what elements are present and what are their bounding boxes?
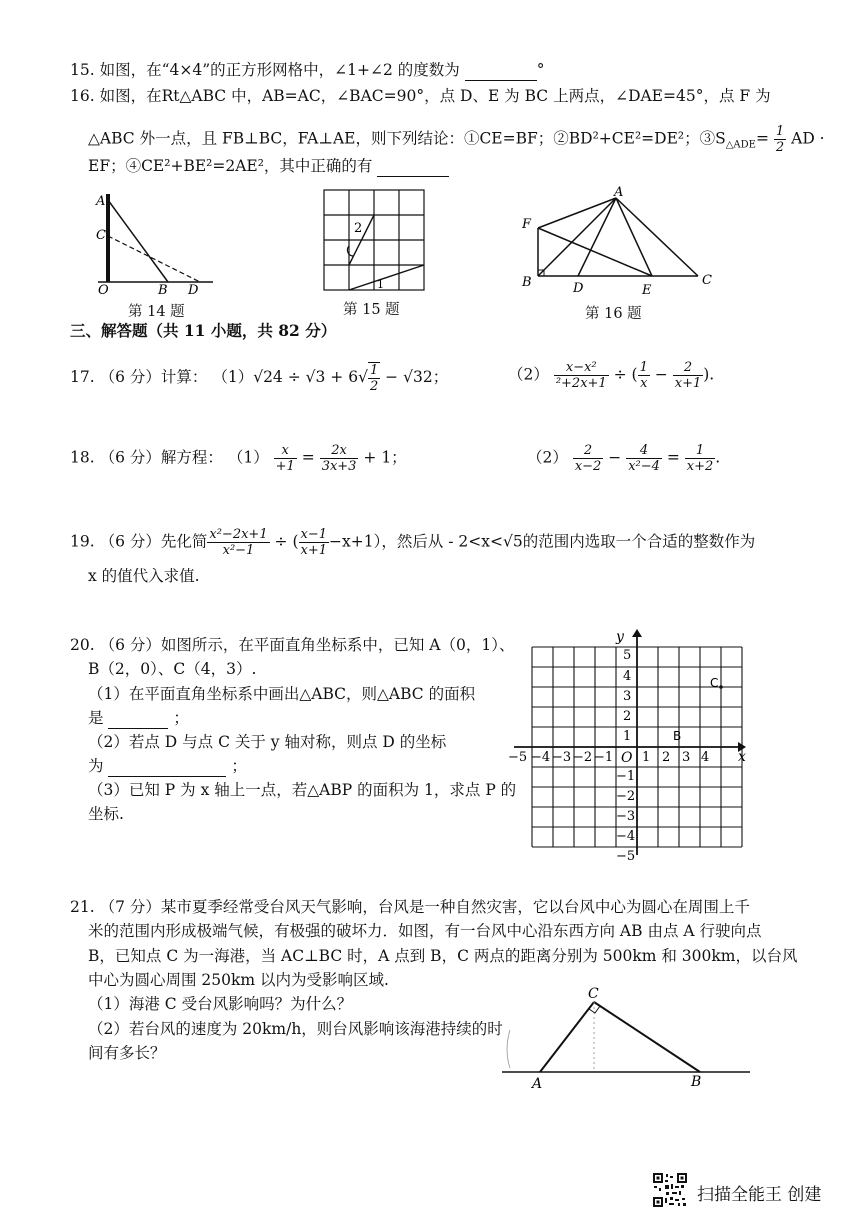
q21-line1	[70, 897, 750, 917]
q21-arc-trace	[507, 1030, 510, 1068]
q21-line3: B，已知点 C 为一海港，当 AC⊥BC 时，A 点到 B，C 两点的距离分别为 500km 和 300km，以台风	[88, 947, 798, 965]
q18-p1-frac1	[274, 443, 297, 474]
q17-p2-frac1-den: ²+2x+1	[555, 376, 607, 391]
q18-p1: （1）	[227, 448, 269, 467]
y-tick-neg2: −2	[616, 789, 636, 804]
q17-part2	[508, 360, 714, 391]
point-c-dot	[719, 685, 723, 689]
q17-p2-frac3-den: x+1	[674, 376, 702, 391]
q15-text: 如图，在“4×4”的正方形网格中，∠1+∠2 的度数为	[99, 61, 460, 79]
q16-line1	[70, 86, 771, 106]
q18-p2: （2）	[527, 448, 568, 467]
q19-line1	[70, 527, 755, 558]
q17-p2-minus: −	[654, 365, 668, 384]
q19-div: ÷ (	[274, 532, 299, 551]
x-axis-label: x	[738, 749, 746, 765]
q17-number: 17.	[70, 368, 95, 386]
q17-p1-frac-num: 1	[369, 363, 379, 378]
q18-part1	[70, 443, 407, 474]
q16-sub: △ADE	[725, 139, 756, 151]
fig14-label-d: D	[188, 283, 199, 298]
fig14-label-c: C	[96, 228, 106, 243]
q16-text-1: 如图，在Rt△ABC 中，AB=AC，∠BAC=90°，点 D、E 为 BC 上两点，∠DAE=45°，点 F 为	[99, 87, 771, 105]
q18-p2-frac3	[685, 443, 716, 474]
q20-line1	[70, 635, 514, 655]
fig14-caption: 第 14 题	[128, 304, 185, 320]
q17-p2-frac2	[638, 360, 650, 391]
q21-figure	[496, 980, 756, 1090]
q17-p1: （1）√24 ÷ √3 + 6	[212, 368, 359, 386]
q17-p1-sqrt-frac	[368, 362, 380, 394]
y-tick-neg1: −1	[616, 769, 636, 784]
q19-number: 19.	[70, 532, 95, 551]
point-c-label: C	[710, 676, 719, 690]
q16-text-2b: =	[755, 129, 769, 148]
x-tick-neg4: −4	[531, 750, 551, 765]
q19-tail: −x+1），然后从 - 2<x<√5的范围内选取一个合适的整数作为	[329, 532, 756, 551]
q18-p2-minus: −	[608, 448, 622, 467]
x-tick-neg5: −5	[508, 750, 528, 765]
fig16-label-e: E	[642, 283, 652, 298]
q19-frac2	[299, 527, 330, 558]
q18-p1-frac1-den: +1	[275, 459, 295, 474]
q16-line2	[88, 124, 825, 156]
q18-p2-frac3-num: 1	[685, 443, 716, 459]
q21-line7: 间有多长？	[88, 1044, 166, 1062]
q15-unit: °	[536, 61, 545, 79]
q21-side-cb	[594, 1002, 700, 1072]
q20-area-blank	[108, 708, 168, 729]
q20-coordinate-grid	[502, 625, 757, 865]
fig16-label-d: D	[573, 281, 584, 296]
x-tick-neg1: −1	[594, 750, 614, 765]
scanner-brand-text: 扫描全能王 创建	[697, 1185, 822, 1205]
fig14-label-b: B	[158, 283, 168, 298]
q20-coord-blank	[108, 756, 226, 777]
fig16-label-f: F	[522, 217, 532, 232]
q21-line4: 中心为圆心周围 250km 以内为受影响区域.	[88, 971, 389, 989]
q16-fraction	[774, 124, 786, 155]
q18-p2-frac3-den: x+2	[686, 459, 714, 474]
q20-line2: B（2，0）、C（4，3）.	[88, 660, 257, 678]
q21-line6: （2）若台风的速度为 20km/h，则台风影响该海港持续的时	[88, 1020, 503, 1038]
y-axis-arrow	[632, 629, 642, 637]
q18-p2-frac2	[626, 443, 662, 474]
q15-answer-blank	[465, 60, 537, 81]
fig15-angle-2: 2	[354, 221, 363, 236]
q18-number: 18.	[70, 448, 95, 467]
q17-p2-frac3-num: 2	[673, 360, 704, 376]
q16-text-2a: △ABC 外一点，且 FB⊥BC，FA⊥AE，则下列结论：①CE=BF；②BD²+CE²=DE²；③S	[88, 129, 726, 148]
x-tick-4: 4	[701, 750, 710, 765]
q21-line5: （1）海港 C 受台风影响吗？为什么？	[88, 995, 353, 1013]
q21-label-b: B	[691, 1074, 702, 1090]
q17-p2-div: ÷ (	[613, 365, 638, 384]
q20-line8: 坐标.	[88, 805, 124, 823]
q18-p1-frac2-den: 3x+3	[321, 459, 357, 474]
q18-p2-end: .	[715, 448, 721, 467]
section-3-title: 三、解答题（共 11 小题，共 82 分）	[70, 321, 337, 340]
fig16-caption: 第 16 题	[585, 306, 642, 322]
q18-p1-frac1-num: x	[274, 443, 297, 459]
q20-text-4: 是	[88, 709, 104, 727]
y-tick-1: 1	[623, 729, 632, 744]
fig16-label-b: B	[522, 275, 532, 290]
fig14-label-o: O	[98, 283, 109, 298]
q17-p1-tail: − √32；	[380, 368, 449, 386]
y-tick-2: 2	[623, 709, 632, 724]
q18-p2-frac2-den: x²−4	[628, 459, 660, 474]
q19-frac1-den: x²−1	[222, 543, 255, 558]
q16-line3	[88, 156, 449, 177]
point-b-label: B	[673, 729, 682, 743]
q18-p2-frac1-num: 2	[573, 443, 604, 459]
q18-p1-tail: + 1；	[363, 448, 407, 467]
q20-text-1: （6 分）如图所示，在平面直角坐标系中，已知 A（0，1）、	[99, 636, 515, 654]
y-axis-label: y	[616, 629, 624, 645]
q20-number: 20.	[70, 636, 95, 654]
x-tick-neg2: −2	[573, 750, 593, 765]
q16-number: 16.	[70, 87, 95, 105]
q17-p2-frac3	[673, 360, 704, 391]
figure-15	[322, 188, 426, 292]
fig14-ladder-moved	[108, 236, 200, 282]
x-tick-2: 2	[662, 750, 671, 765]
q21-side-ac	[540, 1002, 594, 1072]
q19-line2: x 的值代入求值.	[88, 567, 200, 585]
q18-p2-frac2-num: 4	[626, 443, 662, 459]
q16-frac-den: 2	[775, 140, 785, 155]
q16-text-3: EF；④CE²+BE²=2AE²，其中正确的有	[88, 157, 373, 175]
q18-points: （6 分）解方程：	[99, 448, 223, 467]
y-tick-3: 3	[623, 689, 632, 704]
q21-text-1: （7 分）某市夏季经常受台风天气影响，台风是一种自然灾害，它以台风中心为圆心在周围上千	[99, 898, 750, 916]
q19-frac1	[207, 527, 269, 558]
q18-p1-eq: =	[301, 448, 315, 467]
q19-frac2-den: x+1	[300, 543, 327, 558]
q20-text-6: 为	[88, 757, 104, 775]
fig14-label-a: A	[96, 194, 106, 209]
q20-line3: （1）在平面直角坐标系中画出△ABC，则△ABC 的面积	[88, 685, 476, 703]
y-tick-4: 4	[623, 669, 632, 684]
y-tick-neg4: −4	[616, 829, 636, 844]
q18-p2-frac1-den: x−2	[574, 459, 602, 474]
q20-text-6b: ；	[231, 757, 247, 775]
q18-p1-frac2	[320, 443, 359, 474]
q17-part1: 17. （6 分）计算： （1）√24 ÷ √3 + 6√ $\frac{1}{2}$ − √32；	[70, 363, 449, 394]
q21-label-c: C	[588, 986, 599, 1002]
q20-line5: （2）若点 D 与点 C 关于 y 轴对称，则点 D 的坐标	[88, 733, 447, 751]
q19-frac1-num: x²−2x+1	[209, 527, 268, 542]
q15-number: 15.	[70, 61, 95, 79]
q19-frac2-num: x−1	[300, 527, 327, 542]
q20-line6	[88, 756, 247, 777]
q17-p1-frac-den: 2	[369, 379, 379, 394]
q18-p1-frac2-num: 2x	[320, 443, 359, 459]
q17-p2-frac1	[554, 360, 609, 391]
q20-line4	[88, 708, 189, 729]
fig16-label-a: A	[614, 185, 624, 200]
q18-part2	[527, 443, 720, 474]
q17-p2-end: ).	[703, 365, 715, 384]
q16-text-2c: AD ·	[791, 129, 825, 148]
origin-label: O	[621, 750, 633, 766]
figure-14	[88, 186, 220, 296]
figure-16	[516, 184, 716, 296]
fig15-angle-1: 1	[377, 278, 384, 291]
x-tick-neg3: −3	[552, 750, 572, 765]
q19-points: （6 分）先化简	[99, 532, 208, 551]
q21-label-a: A	[532, 1076, 543, 1092]
q18-p2-eq: =	[666, 448, 680, 467]
q17-p2-frac2-num: 1	[639, 360, 648, 375]
y-tick-neg5: −5	[616, 849, 636, 864]
qr-code-icon	[652, 1172, 688, 1208]
q21-line2: 米的范围内形成极端气候，有极强的破坏力．如图，有一台风中心沿东西方向 AB 由点 A 行驶向点	[88, 922, 762, 940]
q18-p2-frac1	[573, 443, 604, 474]
fig16-label-c: C	[702, 273, 712, 288]
q15	[70, 60, 544, 81]
q20-text-4b: ；	[173, 709, 189, 727]
q20-line7: （3）已知 P 为 x 轴上一点，若△ABP 的面积为 1，求点 P 的	[88, 781, 517, 799]
q17-p2-frac2-den: x	[640, 376, 648, 391]
x-tick-3: 3	[682, 750, 691, 765]
q17-p2: （2）	[508, 365, 549, 384]
q16-frac-num: 1	[775, 124, 785, 139]
y-tick-5: 5	[623, 648, 632, 663]
fig15-caption: 第 15 题	[343, 302, 400, 318]
y-tick-neg3: −3	[616, 809, 636, 824]
q21-number: 21.	[70, 898, 95, 916]
q17-p2-frac1-num: x−x²	[554, 360, 609, 376]
q17-points: （6 分）计算：	[99, 368, 208, 386]
q16-answer-blank	[377, 156, 449, 177]
x-tick-1: 1	[642, 750, 651, 765]
